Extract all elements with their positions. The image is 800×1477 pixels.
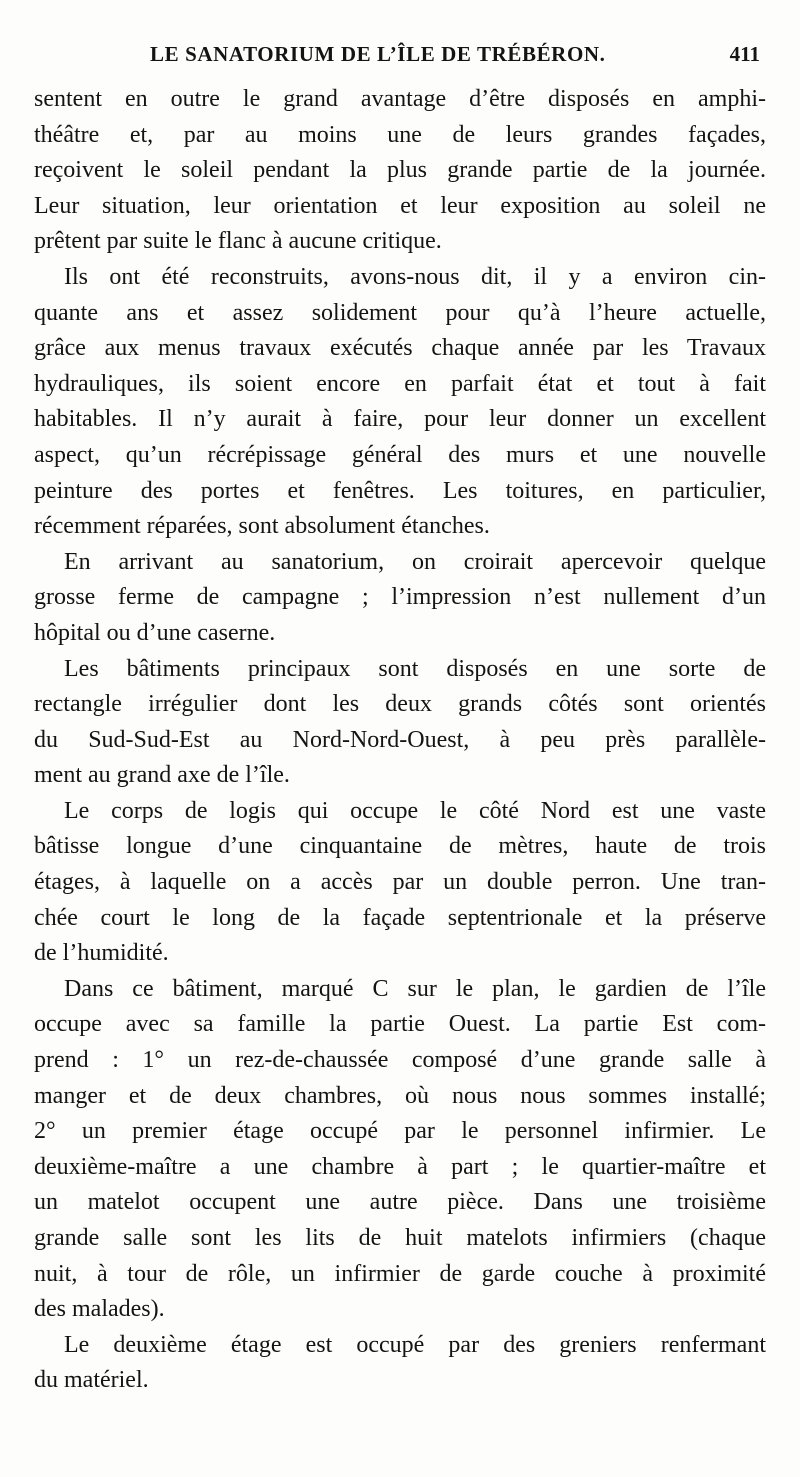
text-line: Le corps de logis qui occupe le côté Nord est une vaste: [64, 797, 766, 824]
text-line: Ils ont été reconstruits, avons-nous dit, il y a environ cin-: [64, 263, 766, 290]
text-line: 2° un premier étage occupé par le personnel infirmier. Le: [34, 1118, 766, 1145]
text-line: grande salle sont les lits de huit matelots infirmiers (chaque: [34, 1225, 766, 1251]
text-line: étages, à laquelle on a accès par un double perron. Une tran-: [34, 869, 766, 896]
text-line: Dans ce bâtiment, marqué C sur le plan, le gardien de l’île: [64, 975, 766, 1002]
text-line: peinture des portes et fenêtres. Les toitures, en particulier,: [34, 477, 766, 504]
running-title: LE SANATORIUM DE L’ÎLE DE TRÉBÉRON.: [150, 42, 606, 66]
text-line: ment au grand axe de l’île.: [34, 762, 290, 789]
text-line: chée court le long de la façade septentrionale et la préserve: [34, 904, 766, 931]
text-line: de l’humidité.: [34, 940, 169, 967]
text-line: Les bâtiments principaux sont disposés en une sorte de: [64, 655, 766, 682]
text-line: deuxième-maître a une chambre à part ; le quartier-maître et: [34, 1153, 766, 1180]
text-line: reçoivent le soleil pendant la plus grande partie de la journée.: [34, 157, 766, 184]
text-line: grâce aux menus travaux exécutés chaque année par les Travaux: [34, 335, 766, 362]
text-line: hydrauliques, ils soient encore en parfait état et tout à fait: [34, 370, 766, 397]
text-line: bâtisse longue d’une cinquantaine de mètres, haute de trois: [34, 833, 766, 860]
text-line: grosse ferme de campagne ; l’impression n’est nullement d’un: [34, 584, 766, 611]
body-text: [34, 82, 766, 1399]
text-line: un matelot occupent une autre pièce. Dans une troisième: [34, 1189, 766, 1216]
text-line: quante ans et assez solidement pour qu’à l’heure actuelle,: [34, 299, 766, 326]
text-line: sentent en outre le grand avantage d’être disposés en amphi-: [34, 86, 766, 112]
text-line: prend : 1° un rez-de-chaussée composé d’une grande salle à: [34, 1047, 766, 1074]
text-line: En arrivant au sanatorium, on croirait apercevoir quelque: [64, 548, 766, 575]
text-line: du Sud-Sud-Est au Nord-Nord-Ouest, à peu près parallèle-: [34, 726, 766, 753]
text-line: prêtent par suite le flanc à aucune critique.: [34, 228, 442, 255]
text-line: habitables. Il n’y aurait à faire, pour leur donner un excellent: [34, 406, 766, 433]
text-line: manger et de deux chambres, où nous nous sommes installé;: [34, 1082, 766, 1109]
running-head: [150, 42, 760, 72]
text-line: Leur situation, leur orientation et leur exposition au soleil ne: [34, 192, 766, 219]
text-line: occupe avec sa famille la partie Ouest. La partie Est com-: [34, 1011, 766, 1038]
page-number: 411: [729, 42, 760, 66]
text-line: nuit, à tour de rôle, un infirmier de garde couche à proximité: [34, 1260, 766, 1287]
text-line: hôpital ou d’une caserne.: [34, 619, 276, 646]
text-line: rectangle irrégulier dont les deux grands côtés sont orientés: [34, 691, 766, 718]
text-line: des malades).: [34, 1296, 165, 1323]
text-line: théâtre et, par au moins une de leurs grandes façades,: [34, 121, 766, 148]
text-line: du matériel.: [34, 1367, 149, 1394]
text-line: aspect, qu’un récrépissage général des murs et une nouvelle: [34, 441, 766, 468]
text-line: récemment réparées, sont absolument étanches.: [34, 513, 490, 540]
text-line: Le deuxième étage est occupé par des greniers renfermant: [64, 1331, 766, 1358]
